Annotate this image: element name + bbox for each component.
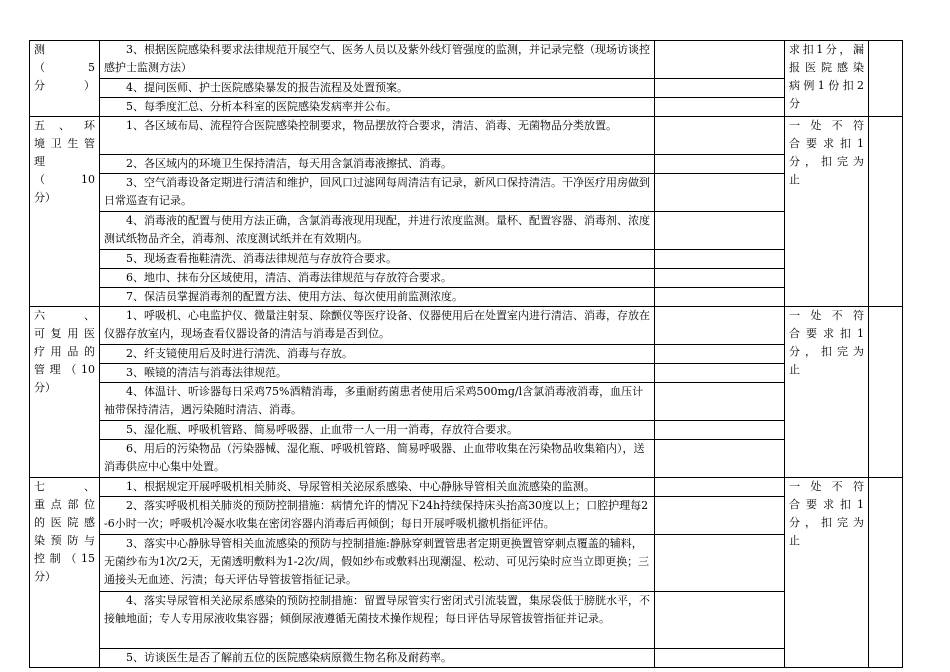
score-cell bbox=[655, 383, 785, 421]
criterion-item: 2、各区域内的环境卫生保持清洁，每天用含氯消毒液擦拭、消毒。 bbox=[100, 155, 655, 174]
score-cell bbox=[655, 288, 785, 307]
table-row bbox=[30, 364, 903, 383]
remark-cell bbox=[869, 117, 903, 307]
criterion-item: 4、消毒液的配置与使用方法正确，含氯消毒液现用现配，并进行浓度监测。量杯、配置容器、消毒剂、浓度测试纸物品齐全，消毒剂、浓度测试纸并在有效期内。 bbox=[100, 212, 655, 250]
category-cell: 六 、 可复用医 疗用品的 管理（10 分） bbox=[30, 307, 100, 478]
score-cell bbox=[655, 269, 785, 288]
table-row bbox=[30, 440, 903, 478]
score-cell bbox=[655, 497, 785, 535]
table-row bbox=[30, 345, 903, 364]
score-cell bbox=[655, 117, 785, 155]
category-cell: 五、环 境卫生管 理 （ 10 分） bbox=[30, 117, 100, 307]
remark-cell bbox=[869, 478, 903, 668]
criterion-item: 6、用后的污染物品（污染器械、湿化瓶、呼吸机管路、简易呼吸器、止血带收集在污染物品收集箱内），送消毒供应中心集中处置。 bbox=[100, 440, 655, 478]
table-row bbox=[30, 383, 903, 421]
score-cell bbox=[655, 307, 785, 345]
deduction-rule: 一处不符 合要求扣1 分，扣完为 止 bbox=[785, 117, 869, 307]
criterion-item: 3、根据医院感染科要求法律规范开展空气、医务人员以及紫外线灯管强度的监测，并记录完整（现场访谈控感护士监测方法） bbox=[100, 41, 655, 79]
table-row bbox=[30, 269, 903, 288]
criterion-item: 2、落实呼吸机相关肺炎的预防控制措施：病情允许的情况下24h持续保持床头抬高30度以上；口腔护理每2-6小时一次；呼吸机冷凝水收集在密闭容器内消毒后再倾倒；每日开展呼吸机撤机指征评估。 bbox=[100, 497, 655, 535]
table-row bbox=[30, 212, 903, 250]
table-row bbox=[30, 117, 903, 155]
table-row bbox=[30, 79, 903, 98]
criterion-item: 5、湿化瓶、呼吸机管路、简易呼吸器、止血带一人一用一消毒，存放符合要求。 bbox=[100, 421, 655, 440]
score-cell bbox=[655, 592, 785, 649]
score-cell bbox=[655, 174, 785, 212]
criterion-item: 5、现场查看拖鞋清洗、消毒法律规范与存放符合要求。 bbox=[100, 250, 655, 269]
score-cell bbox=[655, 649, 785, 668]
table-row bbox=[30, 649, 903, 668]
criterion-item: 7、保洁员掌握消毒剂的配置方法、使用方法、每次使用前监测浓度。 bbox=[100, 288, 655, 307]
criterion-item: 4、体温计、听诊器每日采鸡75%酒精消毒，多重耐药菌患者使用后采鸡500mg/l含氯消毒液消毒，血压计袖带保持清洁，遇污染随时清洁、消毒。 bbox=[100, 383, 655, 421]
table-row bbox=[30, 41, 903, 79]
score-cell bbox=[655, 212, 785, 250]
table-row bbox=[30, 98, 903, 117]
table-row bbox=[30, 497, 903, 535]
remark-cell bbox=[869, 41, 903, 117]
score-cell bbox=[655, 250, 785, 269]
score-cell bbox=[655, 345, 785, 364]
deduction-rule: 一处不符 合要求扣1 分，扣完为 止 bbox=[785, 478, 869, 668]
evaluation-table bbox=[29, 40, 903, 668]
deduction-rule: 一处不符 合要求扣1 分，扣完为 止 bbox=[785, 307, 869, 478]
deduction-rule: 求扣1分，漏 报医院感染 病例1份扣2 分 bbox=[785, 41, 869, 117]
score-cell bbox=[655, 155, 785, 174]
criterion-item: 5、访谈医生是否了解前五位的医院感染病原微生物名称及耐药率。 bbox=[100, 649, 655, 668]
category-cell: 测 （ 5 分） bbox=[30, 41, 100, 117]
table-row bbox=[30, 307, 903, 345]
table-row bbox=[30, 421, 903, 440]
criterion-item: 4、落实导尿管相关泌尿系感染的预防控制措施：留置导尿管实行密闭式引流装置，集尿袋低于膀胱水平，不接触地面；专人专用尿液收集容器；倾倒尿液遵循无菌技术操作规程；每日评估导尿管拔管指征并记录。 bbox=[100, 592, 655, 649]
table-row bbox=[30, 288, 903, 307]
table-row bbox=[30, 592, 903, 649]
score-cell bbox=[655, 364, 785, 383]
score-cell bbox=[655, 421, 785, 440]
table-row bbox=[30, 155, 903, 174]
criterion-item: 3、落实中心静脉导管相关血流感染的预防与控制措施:静脉穿刺置管患者定期更换置管穿刺点覆盖的辅料，无菌纱布为1次/2天，无菌透明敷料为1-2次/周，假如纱布或敷料出现潮湿、松动、可见污染时应当立即更换；三通接头无血迹、污渍；每天评估导管拔管指征记录。 bbox=[100, 535, 655, 592]
criterion-item: 3、空气消毒设备定期进行清洁和维护，回风口过滤网每周清洁有记录，新风口保持清洁。干净医疗用房做到日常巡查有记录。 bbox=[100, 174, 655, 212]
criterion-item: 3、喉镜的清洁与消毒法律规范。 bbox=[100, 364, 655, 383]
criterion-item: 4、提问医师、护士医院感染暴发的报告流程及处置预案。 bbox=[100, 79, 655, 98]
table-row bbox=[30, 174, 903, 212]
score-cell bbox=[655, 41, 785, 79]
criterion-item: 1、各区域布局、流程符合医院感染控制要求，物品摆放符合要求，清洁、消毒、无菌物品分类放置。 bbox=[100, 117, 655, 155]
table-row bbox=[30, 535, 903, 592]
criterion-item: 2、纤支镜使用后及时进行清洗、消毒与存放。 bbox=[100, 345, 655, 364]
score-cell bbox=[655, 440, 785, 478]
table-row bbox=[30, 478, 903, 497]
criterion-item: 5、每季度汇总、分析本科室的医院感染发病率并公布。 bbox=[100, 98, 655, 117]
score-cell bbox=[655, 79, 785, 98]
category-cell: 七 、 重点部位 的医院感 染预防与 控制（15 分） bbox=[30, 478, 100, 668]
criterion-item: 6、地巾、抹布分区域使用，清洁、消毒法律规范与存放符合要求。 bbox=[100, 269, 655, 288]
criterion-item: 1、呼吸机、心电监护仪、微量注射泵、除颤仪等医疗设备、仪器使用后在处置室内进行清洁、消毒，存放在仪器存放室内，现场查看仪器设备的清洁与消毒是否到位。 bbox=[100, 307, 655, 345]
remark-cell bbox=[869, 307, 903, 478]
score-cell bbox=[655, 98, 785, 117]
score-cell bbox=[655, 535, 785, 592]
score-cell bbox=[655, 478, 785, 497]
criterion-item: 1、根据规定开展呼吸机相关肺炎、导尿管相关泌尿系感染、中心静脉导管相关血流感染的监测。 bbox=[100, 478, 655, 497]
table-row bbox=[30, 250, 903, 269]
